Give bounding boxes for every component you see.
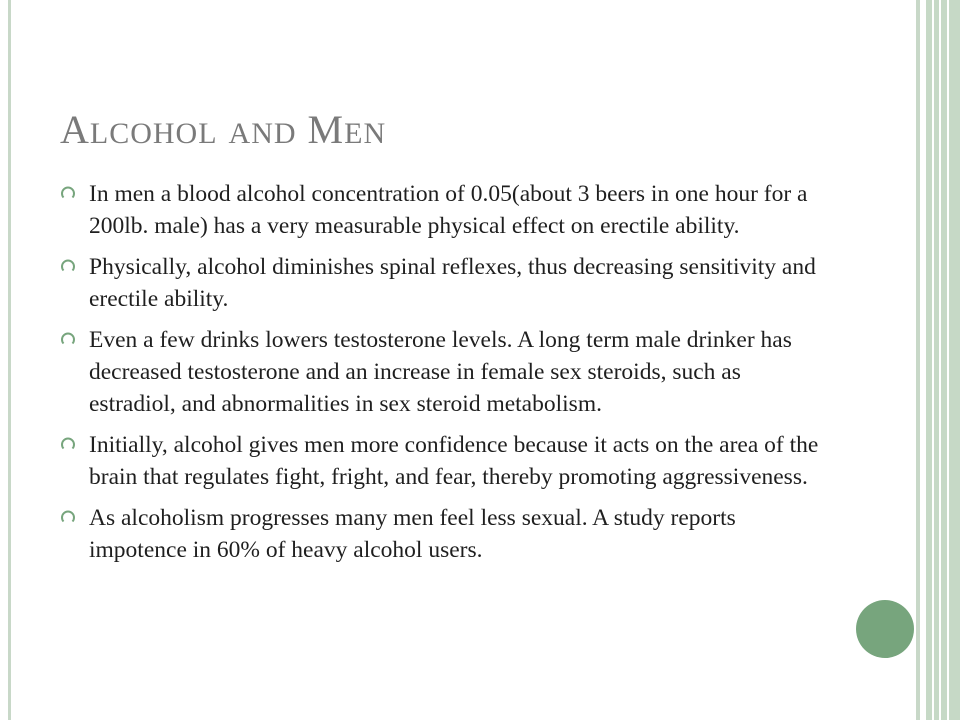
slide-title [60, 106, 386, 153]
title-initial: A [60, 107, 90, 152]
stripe-line [932, 0, 934, 720]
bullet-item [60, 178, 820, 242]
bullet-item [60, 502, 820, 566]
right-frame-line [916, 0, 920, 720]
bullet-text: Physically, alcohol diminishes spinal reflexes, thus decreasing sensitivity and erectile ability. [89, 254, 816, 312]
bullet-item [60, 251, 820, 315]
bullet-text: In men a blood alcohol concentration of 0.05(about 3 beers in one hour for a 200lb. male) has a very measurable physical effect on erectile ability. [89, 181, 808, 239]
title-rest: LCOHOL [89, 117, 218, 150]
circle-arc-bullet-icon [60, 259, 76, 275]
right-stripe-border [926, 0, 960, 720]
stripe-line [939, 0, 941, 720]
circle-arc-bullet-icon [60, 437, 76, 453]
left-frame-line [8, 0, 11, 720]
circle-arc-bullet-icon [60, 510, 76, 526]
bullet-item [60, 429, 820, 493]
stripe-line [947, 0, 949, 720]
circle-arc-bullet-icon [60, 332, 76, 348]
green-circle-decoration [856, 600, 914, 658]
title-word: AND [228, 117, 297, 150]
bullet-text: Even a few drinks lowers testosterone levels. A long term male drinker has decreased testosterone and an increase in female sex steroids, such as estradiol, and abnormalities in sex steroid metabolism. [89, 327, 792, 417]
bullet-text: As alcoholism progresses many men feel less sexual. A study reports impotence in 60% of heavy alcohol users. [89, 505, 736, 563]
title-initial: M [307, 107, 345, 152]
circle-arc-bullet-icon [60, 186, 76, 202]
bullet-text: Initially, alcohol gives men more confidence because it acts on the area of the brain that regulates fight, fright, and fear, thereby promoting aggressiveness. [89, 432, 819, 490]
bullet-item [60, 324, 820, 420]
bullet-list [60, 178, 820, 575]
title-rest: EN [344, 117, 387, 150]
